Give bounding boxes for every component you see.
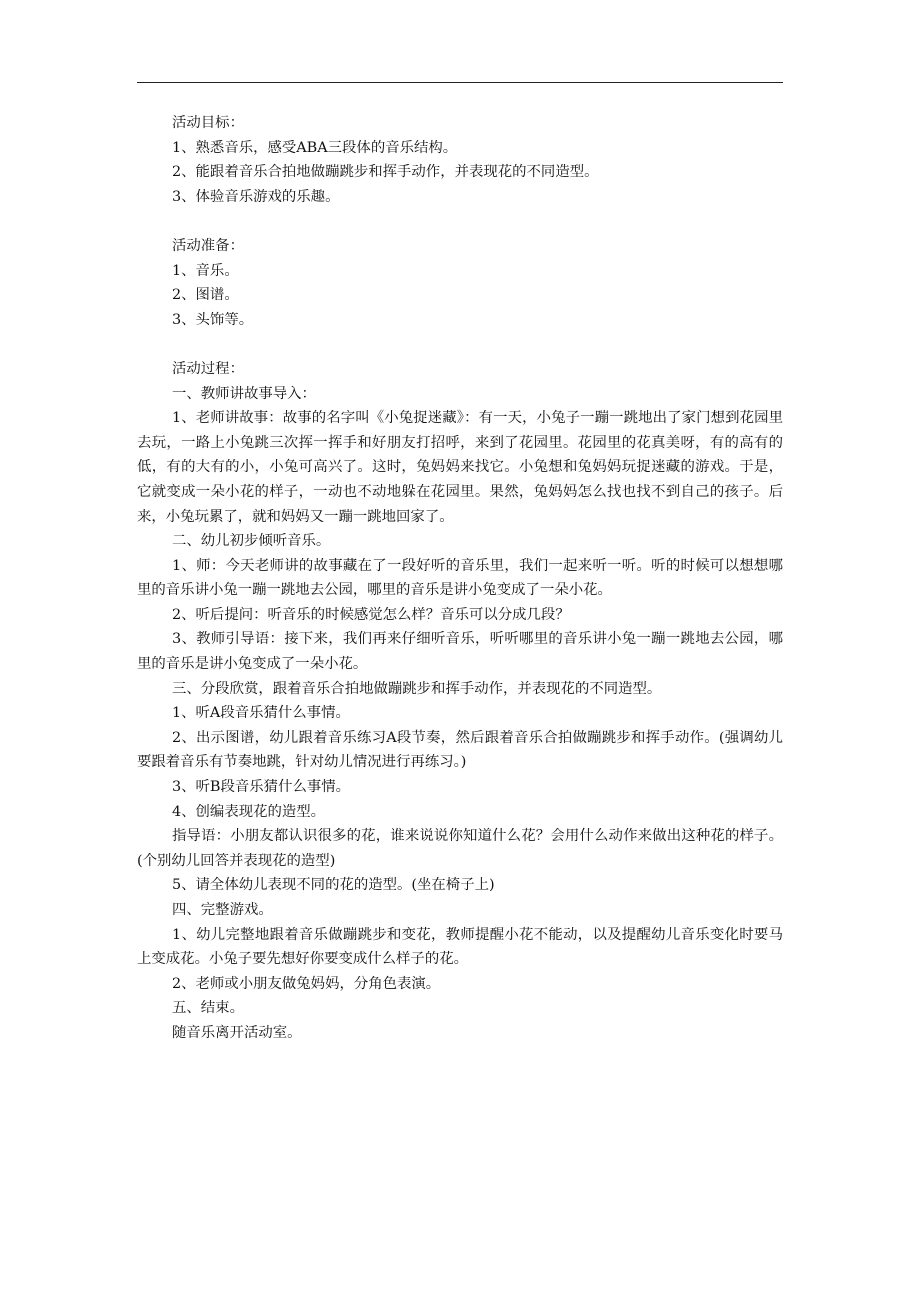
process-paragraph: 1、听A段音乐猜什么事情。 <box>172 705 350 722</box>
process-paragraph: 五、结束。 <box>172 1000 244 1017</box>
goals-heading: 活动目标： <box>172 115 244 131</box>
process-paragraph: 2、听后提问：听音乐的时候感觉怎么样？音乐可以分成几段？ <box>172 606 570 623</box>
goal-item: 2、能跟着音乐合拍地做蹦跳步和挥手动作，并表现花的不同造型。 <box>172 164 599 181</box>
process-paragraph: 1、老师讲故事：故事的名字叫《小兔捉迷藏》：有一天，小兔子一蹦一跳地出了家门想到花园里去玩，一路上小兔跳三次挥一挥手和好朋友打招呼，来到了花园里。花园里的花真美呀，有的高有的低，有的大有的小，小兔可高兴了。这时，兔妈妈来找它。小兔想和兔妈妈玩捉迷藏的游戏。于是，它就变成一朵小花的样子，一动也不动地躲在花园里。果然，兔妈妈怎么找也找不到自己的孩子。后来，小兔玩累了，就和妈妈又一蹦一跳地回家了。 <box>137 410 783 525</box>
process-paragraph: 四、完整游戏。 <box>172 902 273 918</box>
process-section <box>137 357 783 1046</box>
process-paragraph: 1、幼儿完整地跟着音乐做蹦跳步和变花，教师提醒小花不能动，以及提醒幼儿音乐变化时要马上变成花。小兔子要先想好你要变成什么样子的花。 <box>137 926 783 968</box>
process-paragraph: 二、幼儿初步倾听音乐。 <box>172 533 331 550</box>
prep-item: 1、音乐。 <box>172 262 239 279</box>
process-paragraph: 5、请全体幼儿表现不同的花的造型。(坐在椅子上) <box>172 877 495 894</box>
process-paragraph: 随音乐离开活动室。 <box>172 1024 302 1041</box>
goals-section <box>137 111 783 209</box>
prep-heading: 活动准备： <box>172 237 244 254</box>
process-paragraph: 三、分段欣赏，跟着音乐合拍地做蹦跳步和挥手动作，并表现花的不同造型。 <box>172 680 662 697</box>
prep-item: 3、头饰等。 <box>172 311 254 328</box>
process-heading: 活动过程： <box>172 360 244 377</box>
process-paragraph: 一、教师讲故事导入： <box>172 385 316 402</box>
prep-section <box>137 234 783 332</box>
document-body <box>137 111 783 1046</box>
process-paragraph: 1、师：今天老师讲的故事藏在了一段好听的音乐里，我们一起来听一听。听的时候可以想想哪里的音乐讲小兔一蹦一跳地去公园，哪里的音乐是讲小兔变成了一朵小花。 <box>137 557 783 599</box>
process-paragraph: 指导语：小朋友都认识很多的花，谁来说说你知道什么花？会用什么动作来做出这种花的样子。(个别幼儿回答并表现花的造型) <box>137 828 783 869</box>
process-paragraph: 4、创编表现花的造型。 <box>172 803 326 820</box>
header-rule <box>137 82 783 83</box>
goal-item: 1、熟悉音乐，感受ABA三段体的音乐结构。 <box>172 139 458 156</box>
process-paragraph: 2、出示图谱，幼儿跟着音乐练习A段节奏，然后跟着音乐合拍做蹦跳步和挥手动作。(强调幼儿要跟着音乐有节奏地跳，针对幼儿情况进行再练习。) <box>137 729 783 771</box>
process-paragraph: 2、老师或小朋友做兔妈妈，分角色表演。 <box>172 975 441 992</box>
prep-item: 2、图谱。 <box>172 287 239 304</box>
process-paragraph: 3、教师引导语：接下来，我们再来仔细听音乐，听听哪里的音乐讲小兔一蹦一跳地去公园，哪里的音乐是讲小兔变成了一朵小花。 <box>137 631 783 673</box>
goal-item: 3、体验音乐游戏的乐趣。 <box>172 188 340 205</box>
process-paragraph: 3、听B段音乐猜什么事情。 <box>172 779 351 796</box>
